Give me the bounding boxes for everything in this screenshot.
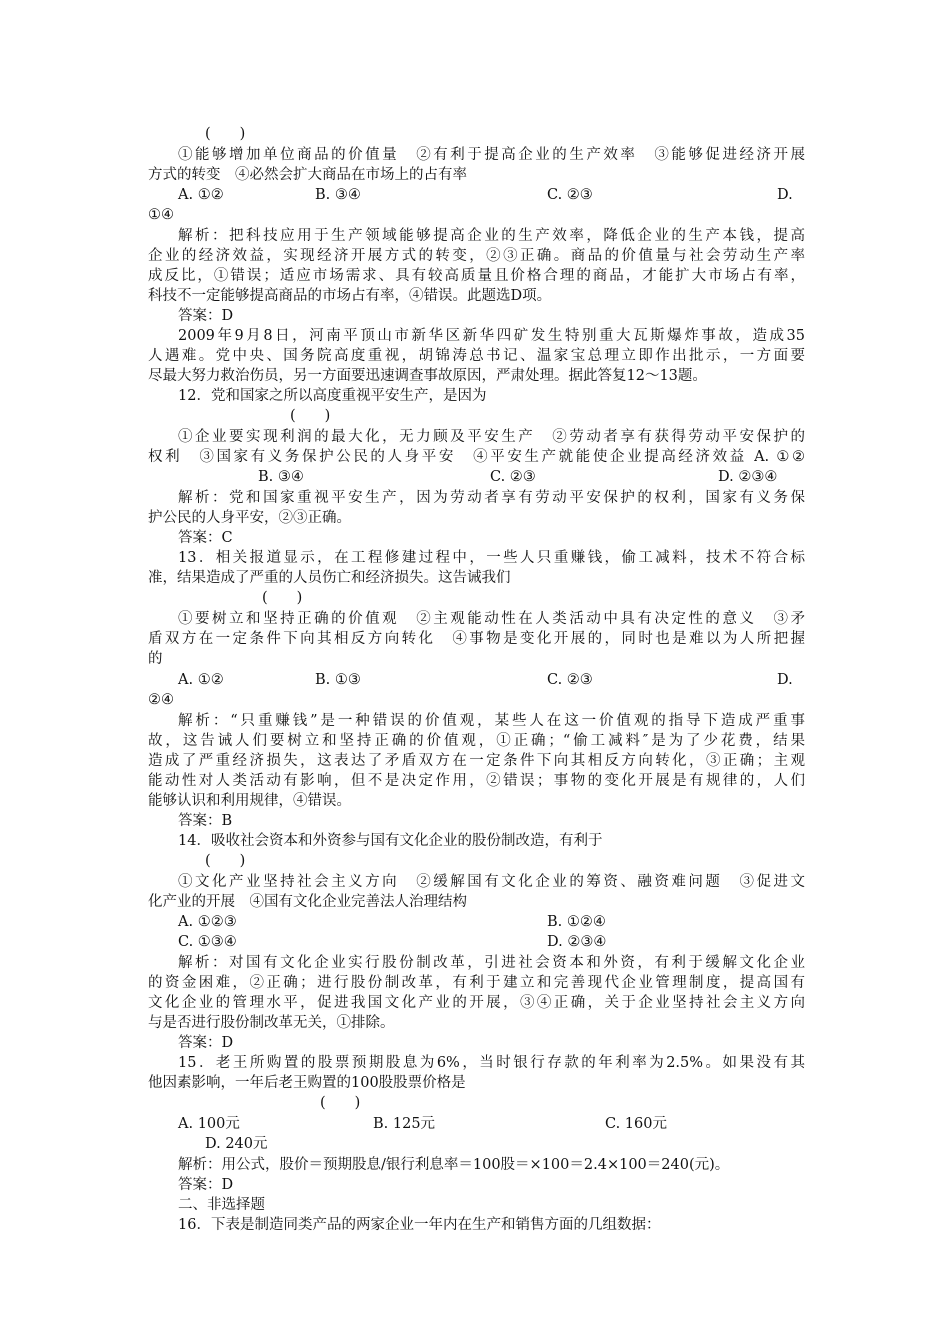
q13-option-d-letter: D. <box>777 672 793 688</box>
q11-analysis-line: 企业的经济效益，实现经济开展方式的转变，②③正确。商品的价值量与社会劳动生产率 <box>148 248 805 264</box>
q13-analysis-line: 解析：“只重赚钱”是一种错误的价值观，某些人在这一价值观的指导下造成严重事 <box>178 713 805 729</box>
q13-analysis-line: 故，这告诫人们要树立和坚持正确的价值观，①正确；“偷工减料″是为了少花费，结果 <box>148 733 805 749</box>
q15-option-b: B. 125元 <box>373 1116 436 1132</box>
q14-option-d: D. ②③④ <box>547 934 607 950</box>
q11-option-c: C. ②③ <box>547 187 593 203</box>
q11-option-d-value: ①④ <box>148 207 174 223</box>
q13-analysis-line: 造成了严重经济损失，这表达了矛盾双方在一定条件下向其相反方向转化，③正确；主观 <box>148 753 805 769</box>
q11-options-line-1: ①能够增加单位商品的价值量 ②有利于提高企业的生产效率 ③能够促进经济开展 <box>178 147 805 163</box>
q12-option-c: C. ②③ <box>490 469 536 485</box>
q13-option-b: B. ①③ <box>315 672 361 688</box>
q14-analysis-line: 解析：对国有文化企业实行股份制改革，引进社会资本和外资，有利于缓解文化企业 <box>178 955 805 971</box>
q13-stem-line-1: 13．相关报道显示，在工程修建过程中，一些人只重赚钱，偷工减料，技术不符合标 <box>178 550 805 566</box>
q14-stem: 14．吸收社会资本和外资参与国有文化企业的股份制改造，有利于 <box>178 833 603 849</box>
material-line: 2009年9月8日，河南平顶山市新华区新华四矿发生特别重大瓦斯爆炸事故，造成35 <box>178 328 805 344</box>
q14-options-line-2: 化产业的开展 ④国有文化企业完善法人治理结构 <box>148 894 467 910</box>
q15-analysis: 解析：用公式，股价＝预期股息/银行利息率＝100股＝×100＝2.4×100＝240(元)。 <box>178 1157 730 1173</box>
q13-analysis-line: 能动性对人类活动有影响，但不是决定作用，②错误；事物的变化开展是有规律的，人们 <box>148 773 805 789</box>
q15-stem-line-1: 15．老王所购置的股票预期股息为6%，当时银行存款的年利率为2.5%。如果没有其 <box>178 1055 805 1071</box>
q14-analysis-line: 与是否进行股份制改革无关，①排除。 <box>148 1015 395 1031</box>
q15-option-d: D. 240元 <box>205 1136 268 1152</box>
q11-options-line-2: 方式的转变 ④必然会扩大商品在市场上的占有率 <box>148 167 467 183</box>
q15-answer: 答案：D <box>178 1177 234 1193</box>
q16-stem: 16．下表是制造同类产品的两家企业一年内在生产和销售方面的几组数据： <box>178 1217 661 1233</box>
q13-options-line-3: 的 <box>148 651 163 667</box>
material-line: 人遇难。党中央、国务院高度重视，胡锦涛总书记、温家宝总理立即作出批示，一方面要 <box>148 348 805 364</box>
q15-option-c: C. 160元 <box>605 1116 667 1132</box>
q11-answer: 答案：D <box>178 308 234 324</box>
q13-analysis-line: 能够认识和利用规律，④错误。 <box>148 793 351 809</box>
q11-analysis-line: 解析：把科技应用于生产领域能够提高企业的生产效率，降低企业的生产本钱，提高 <box>178 228 805 244</box>
q13-answer-parens: ( ) <box>262 590 303 606</box>
q12-analysis-line: 解析：党和国家重视平安生产，因为劳动者享有劳动平安保护的权利，国家有义务保 <box>178 490 805 506</box>
q11-analysis-line: 成反比，①错误；适应市场需求、具有较高质量且价格合理的商品，才能扩大市场占有率， <box>148 268 805 284</box>
q13-stem-line-2: 准，结果造成了严重的人员伤亡和经济损失。这告诫我们 <box>148 570 511 586</box>
q13-option-d-value: ②④ <box>148 692 174 708</box>
q11-option-a: A. ①② <box>178 187 224 203</box>
q15-stem-line-2: 他因素影响，一年后老王购置的100股股票价格是 <box>148 1075 466 1091</box>
q12-answer-parens: ( ) <box>290 408 331 424</box>
q13-options-line-2: 盾双方在一定条件下向其相反方向转化 ④事物是变化开展的，同时也是难以为人所把握 <box>148 631 805 647</box>
q11-option-d-letter: D. <box>777 187 793 203</box>
q14-option-b: B. ①②④ <box>547 914 606 930</box>
q11-analysis-line: 科技不一定能够提高商品的市场占有率，④错误。此题选D项。 <box>148 288 552 304</box>
q13-option-c: C. ②③ <box>547 672 593 688</box>
q12-options-line-1: ①企业要实现利润的最大化，无力顾及平安生产 ②劳动者享有获得劳动平安保护的 <box>178 429 805 445</box>
q14-analysis-line: 文化企业的管理水平，促进我国文化产业的开展，③④正确，关于企业坚持社会主义方向 <box>148 995 805 1011</box>
q13-answer: 答案：B <box>178 813 233 829</box>
q13-option-a: A. ①② <box>178 672 224 688</box>
q12-answer: 答案：C <box>178 530 233 546</box>
q12-analysis-line: 护公民的人身平安，②③正确。 <box>148 510 351 526</box>
q11-answer-parens: ( ) <box>205 126 246 142</box>
material-line: 尽最大努力救治伤员，另一方面要迅速调查事故原因，严肃处理。据此答复12～13题。 <box>148 368 707 384</box>
q14-option-c: C. ①③④ <box>178 934 237 950</box>
q11-option-b: B. ③④ <box>315 187 361 203</box>
q12-option-b: B. ③④ <box>258 469 304 485</box>
q14-options-line-1: ①文化产业坚持社会主义方向 ②缓解国有文化企业的筹资、融资难问题 ③促进文 <box>178 874 805 890</box>
q15-answer-parens: ( ) <box>320 1095 361 1111</box>
q13-options-line-1: ①要树立和坚持正确的价值观 ②主观能动性在人类活动中具有决定性的意义 ③矛 <box>178 611 805 627</box>
q12-stem: 12．党和国家之所以高度重视平安生产，是因为 <box>178 388 487 404</box>
q15-option-a: A. 100元 <box>178 1116 240 1132</box>
q14-option-a: A. ①②③ <box>178 914 237 930</box>
section-title: 二、非选择题 <box>178 1197 265 1213</box>
q14-analysis-line: 的资金困难，②正确；进行股份制改革，有利于建立和完善现代企业管理制度，提高国有 <box>148 975 805 991</box>
q12-options-line-2: 权利 ③国家有义务保护公民的人身平安 ④平安生产就能使企业提高经济效益 A. ①② <box>148 449 805 465</box>
q14-answer: 答案：D <box>178 1035 234 1051</box>
q12-option-d: D. ②③④ <box>718 469 778 485</box>
q14-answer-parens: ( ) <box>205 853 246 869</box>
